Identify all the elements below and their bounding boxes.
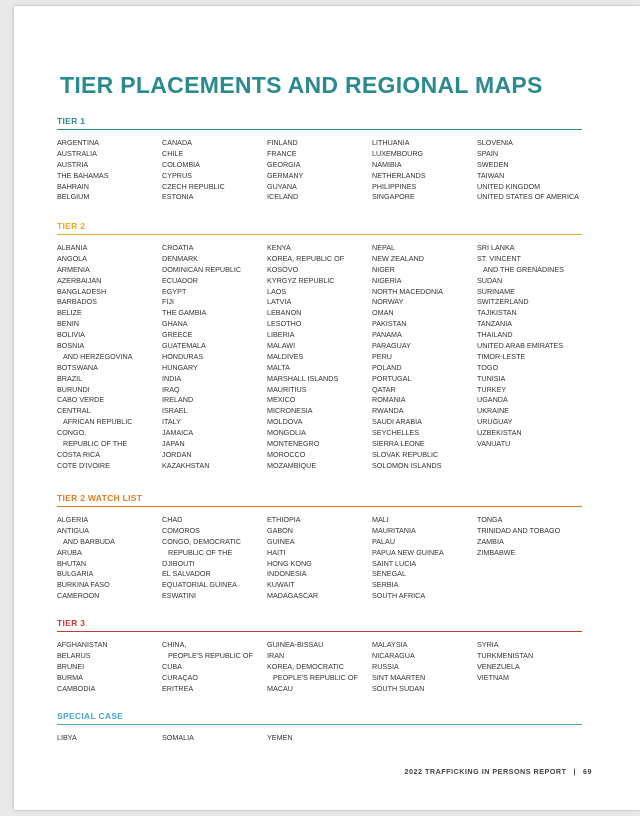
country-name: MOLDOVA — [267, 417, 303, 427]
country-name: CHINA, — [162, 640, 187, 649]
country-name: BARBADOS — [57, 297, 97, 307]
country-name: NAMIBIA — [372, 159, 402, 169]
country-name: BENIN — [57, 319, 79, 329]
country-column — [267, 138, 372, 203]
country-name: KENYA — [267, 243, 291, 252]
country-name: THAILAND — [477, 330, 513, 340]
country-column — [477, 733, 582, 744]
country-name: ERITREA — [162, 683, 194, 693]
country-name: MARSHALL ISLANDS — [267, 373, 339, 383]
country-name: ICELAND — [267, 192, 299, 202]
country-name: BURMA — [57, 672, 83, 682]
country-name: TOGO — [477, 362, 499, 372]
country-name: ETHIOPIA — [267, 515, 301, 524]
country-name: SIERRA LEONE — [372, 439, 425, 449]
country-name: HONG KONG — [267, 558, 312, 568]
country-name: FRANCE — [267, 148, 297, 158]
country-name: KOREA, DEMOCRATIC — [267, 661, 344, 671]
country-name: LAOS — [267, 286, 287, 296]
country-name: ARGENTINA — [57, 138, 99, 147]
country-name: AUSTRALIA — [57, 148, 97, 158]
country-name: SOLOMON ISLANDS — [372, 460, 442, 470]
country-name: BANGLADESH — [57, 286, 107, 296]
country-name: JAPAN — [162, 439, 185, 449]
country-name: NIGER — [372, 264, 395, 274]
country-name: SLOVAK REPUBLIC — [372, 449, 439, 459]
country-name: BURKINA FASO — [57, 580, 110, 590]
country-name: KOREA, REPUBLIC OF — [267, 253, 345, 263]
country-name: MONTENEGRO — [267, 439, 320, 449]
country-name: SENEGAL — [372, 569, 406, 579]
country-column — [267, 515, 372, 602]
country-name: PARAGUAY — [372, 341, 411, 351]
country-name: PEOPLE'S REPUBLIC OF — [168, 650, 253, 660]
country-columns — [57, 640, 582, 694]
section-heading: TIER 2 WATCH LIST — [57, 493, 582, 507]
country-name: CURAÇAO — [162, 672, 198, 682]
country-name: GERMANY — [267, 170, 304, 180]
country-name: AZERBAIJAN — [57, 275, 102, 285]
country-name: MALAYSIA — [372, 640, 408, 649]
country-name: CUBA — [162, 661, 182, 671]
country-name: CROATIA — [162, 243, 194, 252]
country-column — [372, 733, 477, 744]
country-name: MALTA — [267, 362, 290, 372]
country-name: BOTSWANA — [57, 362, 98, 372]
country-name: EL SALVADOR — [162, 569, 211, 579]
country-name: UNITED STATES OF AMERICA — [477, 192, 579, 202]
country-column — [477, 243, 582, 472]
country-name: JORDAN — [162, 449, 192, 459]
country-name: SYRIA — [477, 640, 499, 649]
country-name: GABON — [267, 525, 293, 535]
country-name: NEPAL — [372, 243, 396, 252]
country-name: EGYPT — [162, 286, 187, 296]
country-name: AFGHANISTAN — [57, 640, 108, 649]
country-name: FINLAND — [267, 138, 298, 147]
page-number: 69 — [583, 767, 592, 776]
country-name: IRAQ — [162, 384, 180, 394]
country-name: ANGOLA — [57, 253, 87, 263]
country-column — [57, 138, 162, 203]
country-name: GUYANA — [267, 181, 297, 191]
country-column — [57, 243, 162, 472]
country-name: MALI — [372, 515, 389, 524]
country-name: THE GAMBIA — [162, 308, 207, 318]
country-name: UKRAINE — [477, 406, 509, 416]
country-name: SUDAN — [477, 275, 503, 285]
country-name: SINGAPORE — [372, 192, 415, 202]
country-name: MADAGASCAR — [267, 591, 319, 601]
country-name: UGANDA — [477, 395, 508, 405]
country-name: SWITZERLAND — [477, 297, 529, 307]
country-name: VENEZUELA — [477, 661, 520, 671]
country-columns — [57, 138, 582, 203]
country-name: MACAU — [267, 683, 293, 693]
country-name: GUATEMALA — [162, 341, 206, 351]
section-tier1 — [57, 116, 582, 203]
country-name: REPUBLIC OF THE — [168, 547, 233, 557]
country-name: CENTRAL — [57, 406, 91, 416]
country-name: IRELAND — [162, 395, 194, 405]
country-name: UNITED KINGDOM — [477, 181, 541, 191]
country-name: ALBANIA — [57, 243, 88, 252]
country-name: SOUTH AFRICA — [372, 591, 426, 601]
country-name: PHILIPPINES — [372, 181, 417, 191]
country-name: BRUNEI — [57, 661, 85, 671]
country-name: CAMBODIA — [57, 683, 96, 693]
country-name: LUXEMBOURG — [372, 148, 424, 158]
country-columns — [57, 733, 582, 744]
country-name: ALGERIA — [57, 515, 89, 524]
country-name: BULGARIA — [57, 569, 94, 579]
country-name: ECUADOR — [162, 275, 198, 285]
section-tier3 — [57, 618, 582, 694]
country-column — [372, 640, 477, 694]
country-name: LIBYA — [57, 733, 77, 742]
country-column — [162, 243, 267, 472]
country-name: MAURITANIA — [372, 525, 416, 535]
country-name: TAJIKISTAN — [477, 308, 517, 318]
country-column — [477, 138, 582, 203]
country-name: INDONESIA — [267, 569, 307, 579]
country-name: AND THE GRENADINES — [483, 264, 564, 274]
country-name: AND BARBUDA — [63, 536, 115, 546]
country-name: VIETNAM — [477, 672, 509, 682]
country-name: COSTA RICA — [57, 449, 100, 459]
country-name: LITHUANIA — [372, 138, 410, 147]
country-name: TURKMENISTAN — [477, 650, 534, 660]
country-column — [162, 640, 267, 694]
country-column — [162, 515, 267, 602]
country-name: SRI LANKA — [477, 243, 515, 252]
country-name: LEBANON — [267, 308, 302, 318]
country-name: YEMEN — [267, 733, 293, 742]
country-name: DOMINICAN REPUBLIC — [162, 264, 242, 274]
country-name: KAZAKHSTAN — [162, 460, 210, 470]
country-name: ESTONIA — [162, 192, 194, 202]
country-columns — [57, 243, 582, 472]
country-name: TURKEY — [477, 384, 507, 394]
country-column — [477, 640, 582, 694]
country-name: SLOVENIA — [477, 138, 513, 147]
country-name: REPUBLIC OF THE — [63, 439, 128, 449]
country-name: COLOMBIA — [162, 159, 200, 169]
country-name: BELGIUM — [57, 192, 90, 202]
country-name: JAMAICA — [162, 428, 194, 438]
country-name: BRAZIL — [57, 373, 83, 383]
country-name: MALDIVES — [267, 351, 304, 361]
country-name: PAKISTAN — [372, 319, 407, 329]
country-column — [267, 733, 372, 744]
report-title: 2022 TRAFFICKING IN PERSONS REPORT — [404, 767, 567, 776]
country-name: QATAR — [372, 384, 396, 394]
country-name: CHAD — [162, 515, 183, 524]
country-name: NORWAY — [372, 297, 404, 307]
country-name: EQUATORIAL GUINEA — [162, 580, 237, 590]
country-name: PANAMA — [372, 330, 402, 340]
country-column — [267, 640, 372, 694]
country-name: INDIA — [162, 373, 182, 383]
country-name: SURINAME — [477, 286, 515, 296]
country-column — [372, 515, 477, 602]
country-name: ARMENIA — [57, 264, 90, 274]
country-name: CABO VERDE — [57, 395, 105, 405]
country-name: TONGA — [477, 515, 503, 524]
country-name: SEYCHELLES — [372, 428, 420, 438]
country-name: RWANDA — [372, 406, 404, 416]
country-name: GUINEA — [267, 536, 295, 546]
country-name: GUINEA-BISSAU — [267, 640, 324, 649]
country-name: CHILE — [162, 148, 184, 158]
country-name: HAITI — [267, 547, 286, 557]
section-heading: SPECIAL CASE — [57, 711, 582, 725]
country-name: BELARUS — [57, 650, 91, 660]
country-name: TIMOR-LESTE — [477, 351, 526, 361]
country-column — [162, 733, 267, 744]
footer-separator: | — [573, 767, 576, 776]
country-name: BAHRAIN — [57, 181, 89, 191]
country-name: UZBEKISTAN — [477, 428, 522, 438]
country-name: CONGO, — [57, 428, 87, 438]
country-name: FIJI — [162, 297, 174, 307]
country-name: CZECH REPUBLIC — [162, 181, 225, 191]
country-column — [477, 515, 582, 602]
country-name: ANTIGUA — [57, 525, 89, 535]
country-name: NORTH MACEDONIA — [372, 286, 443, 296]
country-name: PEOPLE'S REPUBLIC OF — [273, 672, 358, 682]
country-name: NETHERLANDS — [372, 170, 426, 180]
country-name: SAUDI ARABIA — [372, 417, 422, 427]
country-name: OMAN — [372, 308, 394, 318]
country-name: CANADA — [162, 138, 192, 147]
country-name: HONDURAS — [162, 351, 204, 361]
country-name: IRAN — [267, 650, 285, 660]
country-name: SPAIN — [477, 148, 499, 158]
country-name: MEXICO — [267, 395, 296, 405]
country-name: AUSTRIA — [57, 159, 89, 169]
country-name: ZIMBABWE — [477, 547, 516, 557]
country-name: PAPUA NEW GUINEA — [372, 547, 444, 557]
country-name: ISRAEL — [162, 406, 188, 416]
country-name: LIBERIA — [267, 330, 295, 340]
country-name: CAMEROON — [57, 591, 100, 601]
country-column — [57, 515, 162, 602]
country-name: BELIZE — [57, 308, 82, 318]
country-name: NIGERIA — [372, 275, 402, 285]
country-name: LATVIA — [267, 297, 292, 307]
country-name: LESOTHO — [267, 319, 302, 329]
country-name: TUNISIA — [477, 373, 506, 383]
country-column — [267, 243, 372, 472]
country-name: BHUTAN — [57, 558, 87, 568]
country-name: PORTUGAL — [372, 373, 412, 383]
country-name: MAURITIUS — [267, 384, 307, 394]
country-name: HUNGARY — [162, 362, 198, 372]
section-heading: TIER 1 — [57, 116, 582, 130]
country-name: KUWAIT — [267, 580, 295, 590]
section-special-case — [57, 711, 582, 744]
country-name: ITALY — [162, 417, 181, 427]
country-name: DENMARK — [162, 253, 198, 263]
country-name: ROMANIA — [372, 395, 406, 405]
country-name: SOUTH SUDAN — [372, 683, 425, 693]
country-name: UNITED ARAB EMIRATES — [477, 341, 564, 351]
country-name: ARUBA — [57, 547, 82, 557]
country-column — [372, 243, 477, 472]
country-name: BURUNDI — [57, 384, 90, 394]
country-column — [162, 138, 267, 203]
country-name: TAIWAN — [477, 170, 505, 180]
country-name: NICARAGUA — [372, 650, 415, 660]
country-name: MONGOLIA — [267, 428, 306, 438]
country-name: SWEDEN — [477, 159, 509, 169]
country-name: URUGUAY — [477, 417, 513, 427]
country-column — [57, 640, 162, 694]
country-name: DJIBOUTI — [162, 558, 195, 568]
country-name: GHANA — [162, 319, 188, 329]
country-name: TRINIDAD AND TOBAGO — [477, 525, 561, 535]
country-name: THE BAHAMAS — [57, 170, 109, 180]
section-heading: TIER 2 — [57, 221, 582, 235]
country-name: POLAND — [372, 362, 402, 372]
country-name: SERBIA — [372, 580, 399, 590]
country-name: PERU — [372, 351, 392, 361]
country-name: CYPRUS — [162, 170, 192, 180]
country-name: ESWATINI — [162, 591, 196, 601]
country-column — [57, 733, 162, 744]
country-name: SOMALIA — [162, 733, 194, 742]
country-name: COMOROS — [162, 525, 200, 535]
country-name: GREECE — [162, 330, 193, 340]
country-name: KYRGYZ REPUBLIC — [267, 275, 335, 285]
country-name: MICRONESIA — [267, 406, 313, 416]
country-name: AFRICAN REPUBLIC — [63, 417, 133, 427]
country-name: BOLIVIA — [57, 330, 85, 340]
country-name: MOROCCO — [267, 449, 306, 459]
report-page — [14, 6, 640, 810]
country-name: RUSSIA — [372, 661, 399, 671]
page-footer — [405, 767, 593, 776]
section-tier2 — [57, 221, 582, 472]
country-name: GEORGIA — [267, 159, 301, 169]
country-name: COTE D'IVOIRE — [57, 460, 110, 470]
country-name: CONGO, DEMOCRATIC — [162, 536, 241, 546]
country-name: MOZAMBIQUE — [267, 460, 317, 470]
section-tier2-watch-list — [57, 493, 582, 602]
country-name: ST. VINCENT — [477, 253, 521, 263]
country-name: SAINT LUCIA — [372, 558, 417, 568]
country-name: TANZANIA — [477, 319, 513, 329]
country-name: PALAU — [372, 536, 396, 546]
page-title: TIER PLACEMENTS AND REGIONAL MAPS — [60, 72, 543, 98]
country-name: AND HERZEGOVINA — [63, 351, 133, 361]
country-name: SINT MAARTEN — [372, 672, 426, 682]
country-name: VANUATU — [477, 439, 511, 449]
country-name: ZAMBIA — [477, 536, 504, 546]
country-name: BOSNIA — [57, 341, 85, 351]
country-name: MALAWI — [267, 341, 296, 351]
country-columns — [57, 515, 582, 602]
country-column — [372, 138, 477, 203]
country-name: KOSOVO — [267, 264, 299, 274]
section-heading: TIER 3 — [57, 618, 582, 632]
country-name: NEW ZEALAND — [372, 253, 424, 263]
